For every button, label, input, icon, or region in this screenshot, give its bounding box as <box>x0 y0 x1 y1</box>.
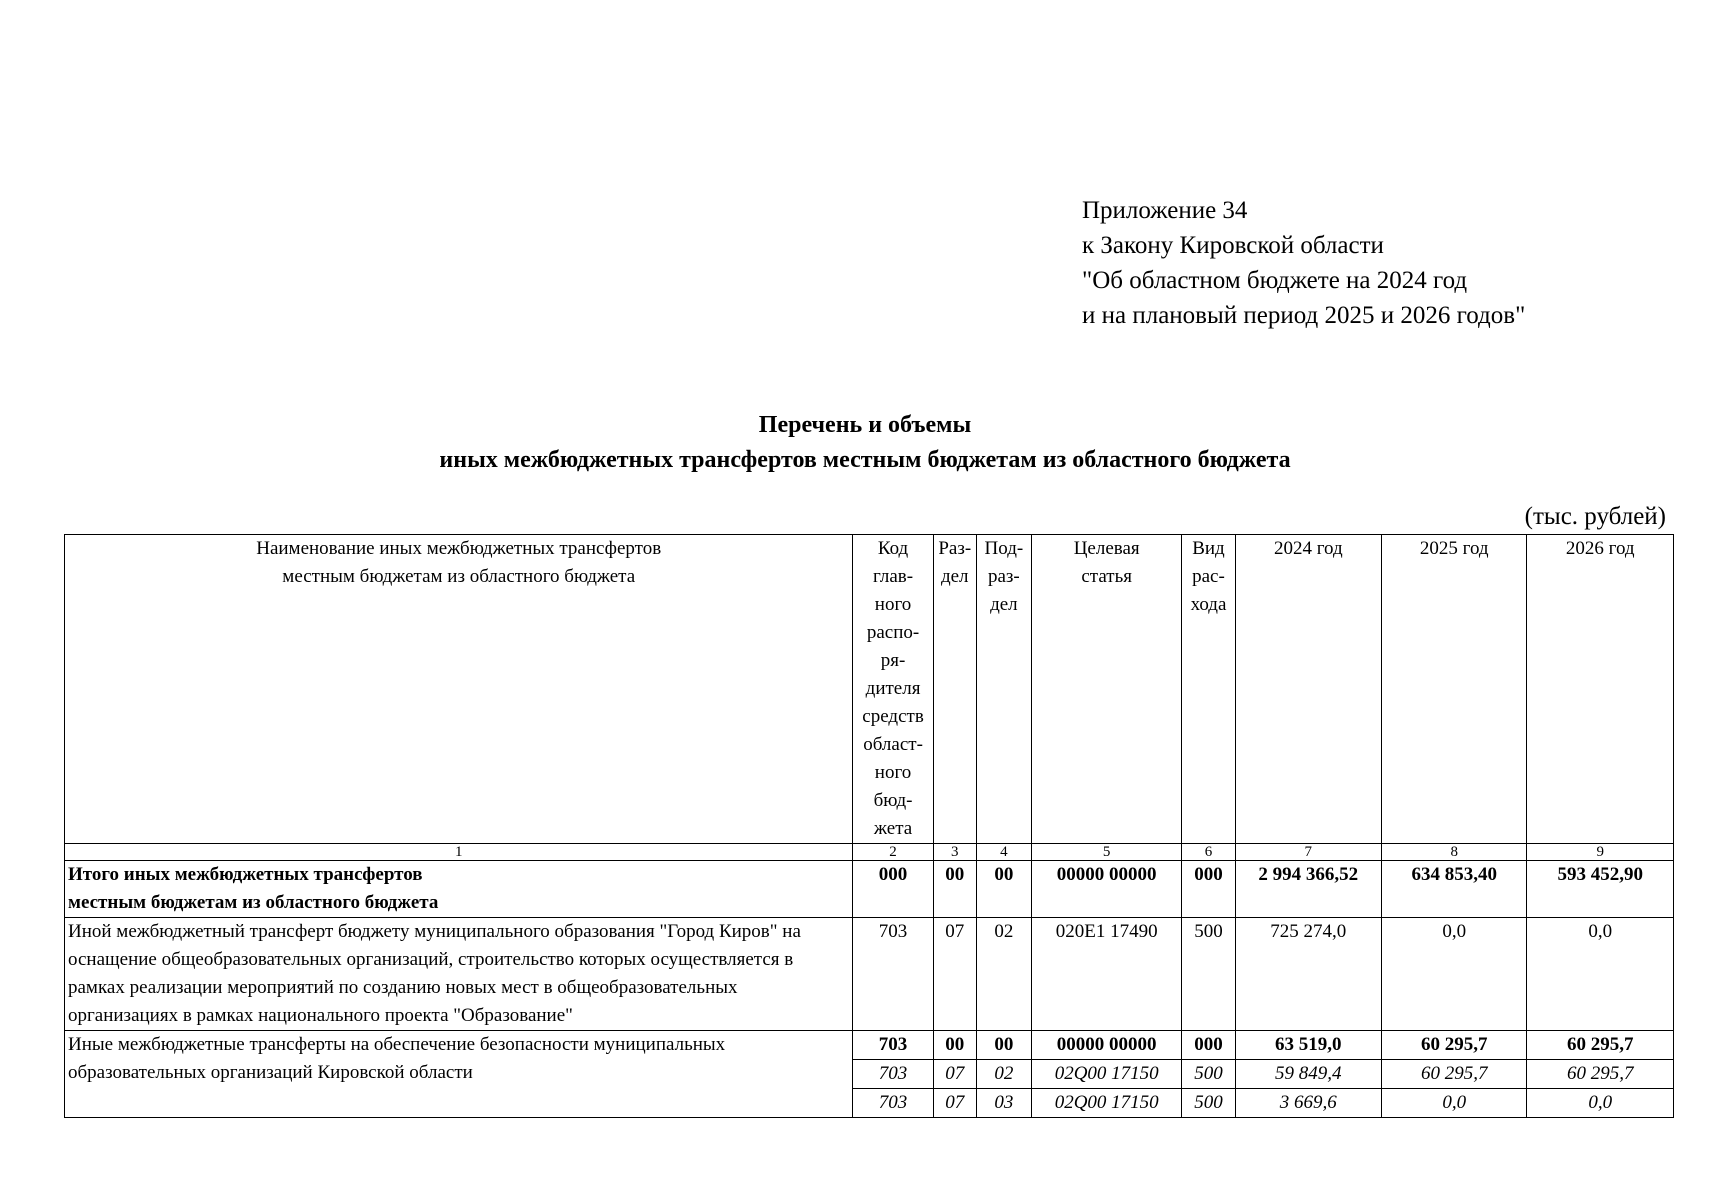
header-2024: 2024 год <box>1235 535 1381 844</box>
table-row-total <box>65 861 1674 918</box>
cell-podrazdel: 02 <box>976 918 1031 1031</box>
cell-statya: 00000 00000 <box>1031 861 1181 918</box>
header-name <box>65 535 853 844</box>
cell-razdel: 00 <box>933 861 976 918</box>
column-number: 2 <box>853 844 933 861</box>
header-kod <box>853 535 933 844</box>
units-label: (тыс. рублей) <box>1524 503 1666 530</box>
cell-vid: 500 <box>1182 918 1235 1031</box>
cell-razdel: 07 <box>933 1060 976 1089</box>
cell-kod: 703 <box>853 1089 933 1118</box>
header-vid-line: хода <box>1190 594 1227 615</box>
cell-razdel: 07 <box>933 918 976 1031</box>
column-number: 9 <box>1527 844 1674 861</box>
row-name-line: местным бюджетам из областного бюджета <box>68 892 439 913</box>
row-name-line: Итого иных межбюджетных трансфертов <box>68 864 423 885</box>
header-kod-line: жета <box>873 818 913 839</box>
cell-kod: 703 <box>853 918 933 1031</box>
cell-2026: 60 295,7 <box>1527 1060 1674 1089</box>
row-name <box>65 861 853 918</box>
cell-kod: 703 <box>853 1031 933 1060</box>
cell-2024: 725 274,0 <box>1235 918 1381 1031</box>
header-podrazdel-line: раз- <box>987 566 1020 587</box>
cell-razdel: 00 <box>933 1031 976 1060</box>
cell-podrazdel: 00 <box>976 1031 1031 1060</box>
cell-vid: 500 <box>1182 1060 1235 1089</box>
header-podrazdel <box>976 535 1031 844</box>
header-kod-line: дителя <box>865 678 921 699</box>
cell-2024: 59 849,4 <box>1235 1060 1381 1089</box>
header-razdel-line: дел <box>940 566 969 587</box>
row-name: Иной межбюджетный трансферт бюджету муниципального образования "Город Киров" на оснащение общеобразовательных организаций, строительство которых осуществляется в рамках реализации мероприятий по созданию новых мест в общеобразовательных организациях в рамках национального проекта "Образование" <box>65 918 853 1031</box>
header-vid <box>1182 535 1235 844</box>
cell-kod: 000 <box>853 861 933 918</box>
header-kod-line: распо- <box>866 622 920 643</box>
header-podrazdel-line: Под- <box>984 538 1024 559</box>
column-number: 4 <box>976 844 1031 861</box>
header-razdel <box>933 535 976 844</box>
header-2025: 2025 год <box>1382 535 1527 844</box>
header-statya <box>1031 535 1181 844</box>
cell-statya: 02Q00 17150 <box>1031 1089 1181 1118</box>
cell-2026: 0,0 <box>1527 1089 1674 1118</box>
appendix-line: и на плановый период 2025 и 2026 годов" <box>1082 302 1526 329</box>
title-line-1: Перечень и объемы <box>758 412 972 438</box>
appendix-line: "Об областном бюджете на 2024 год <box>1082 267 1468 294</box>
row-name: Иные межбюджетные трансферты на обеспечение безопасности муниципальных образовательных организаций Кировской области <box>65 1031 853 1118</box>
transfers-table <box>64 534 1674 1118</box>
column-number: 6 <box>1182 844 1235 861</box>
cell-statya: 020E1 17490 <box>1031 918 1181 1031</box>
cell-2025: 60 295,7 <box>1382 1060 1527 1089</box>
cell-2025: 0,0 <box>1382 1089 1527 1118</box>
cell-statya: 00000 00000 <box>1031 1031 1181 1060</box>
document-title <box>300 408 1430 478</box>
cell-podrazdel: 00 <box>976 861 1031 918</box>
cell-vid: 000 <box>1182 861 1235 918</box>
cell-kod: 703 <box>853 1060 933 1089</box>
cell-vid: 500 <box>1182 1089 1235 1118</box>
header-kod-line: ного <box>874 762 912 783</box>
table-row-group <box>65 1031 1674 1060</box>
header-2026: 2026 год <box>1527 535 1674 844</box>
header-kod-line: бюд- <box>873 790 913 811</box>
header-podrazdel-line: дел <box>990 594 1018 615</box>
header-kod-line: глав- <box>873 566 914 587</box>
header-name-line: местным бюджетам из областного бюджета <box>282 566 636 587</box>
appendix-block <box>1082 193 1525 333</box>
title-line-2: иных межбюджетных трансфертов местным бюджетам из областного бюджета <box>439 447 1291 473</box>
cell-2025: 60 295,7 <box>1382 1031 1527 1060</box>
header-row <box>65 535 1674 844</box>
header-statya-line: Целевая <box>1073 538 1140 559</box>
header-kod-line: област- <box>863 734 923 755</box>
appendix-line: Приложение 34 <box>1082 197 1248 224</box>
cell-statya: 02Q00 17150 <box>1031 1060 1181 1089</box>
column-number: 3 <box>933 844 976 861</box>
header-kod-line: ного <box>874 594 912 615</box>
column-number: 7 <box>1235 844 1381 861</box>
header-kod-line: ря- <box>880 650 906 671</box>
cell-2024: 3 669,6 <box>1235 1089 1381 1118</box>
cell-2026: 593 452,90 <box>1527 861 1674 918</box>
header-vid-line: рас- <box>1192 566 1225 587</box>
cell-2024: 2 994 366,52 <box>1235 861 1381 918</box>
cell-2025: 0,0 <box>1382 918 1527 1031</box>
header-vid-line: Вид <box>1192 538 1225 559</box>
column-number: 8 <box>1382 844 1527 861</box>
table-row <box>65 918 1674 1031</box>
appendix-line: к Закону Кировской области <box>1082 232 1384 259</box>
column-number: 5 <box>1031 844 1181 861</box>
cell-razdel: 07 <box>933 1089 976 1118</box>
cell-2026: 60 295,7 <box>1527 1031 1674 1060</box>
cell-2025: 634 853,40 <box>1382 861 1527 918</box>
cell-vid: 000 <box>1182 1031 1235 1060</box>
header-razdel-line: Раз- <box>938 538 972 559</box>
header-statya-line: статья <box>1081 566 1132 587</box>
cell-podrazdel: 02 <box>976 1060 1031 1089</box>
cell-2024: 63 519,0 <box>1235 1031 1381 1060</box>
header-kod-line: Код <box>877 538 909 559</box>
cell-podrazdel: 03 <box>976 1089 1031 1118</box>
header-kod-line: средств <box>862 706 924 727</box>
column-numbers-row <box>65 844 1674 861</box>
column-number: 1 <box>65 844 853 861</box>
header-name-line: Наименование иных межбюджетных трансфертов <box>256 538 662 559</box>
cell-2026: 0,0 <box>1527 918 1674 1031</box>
